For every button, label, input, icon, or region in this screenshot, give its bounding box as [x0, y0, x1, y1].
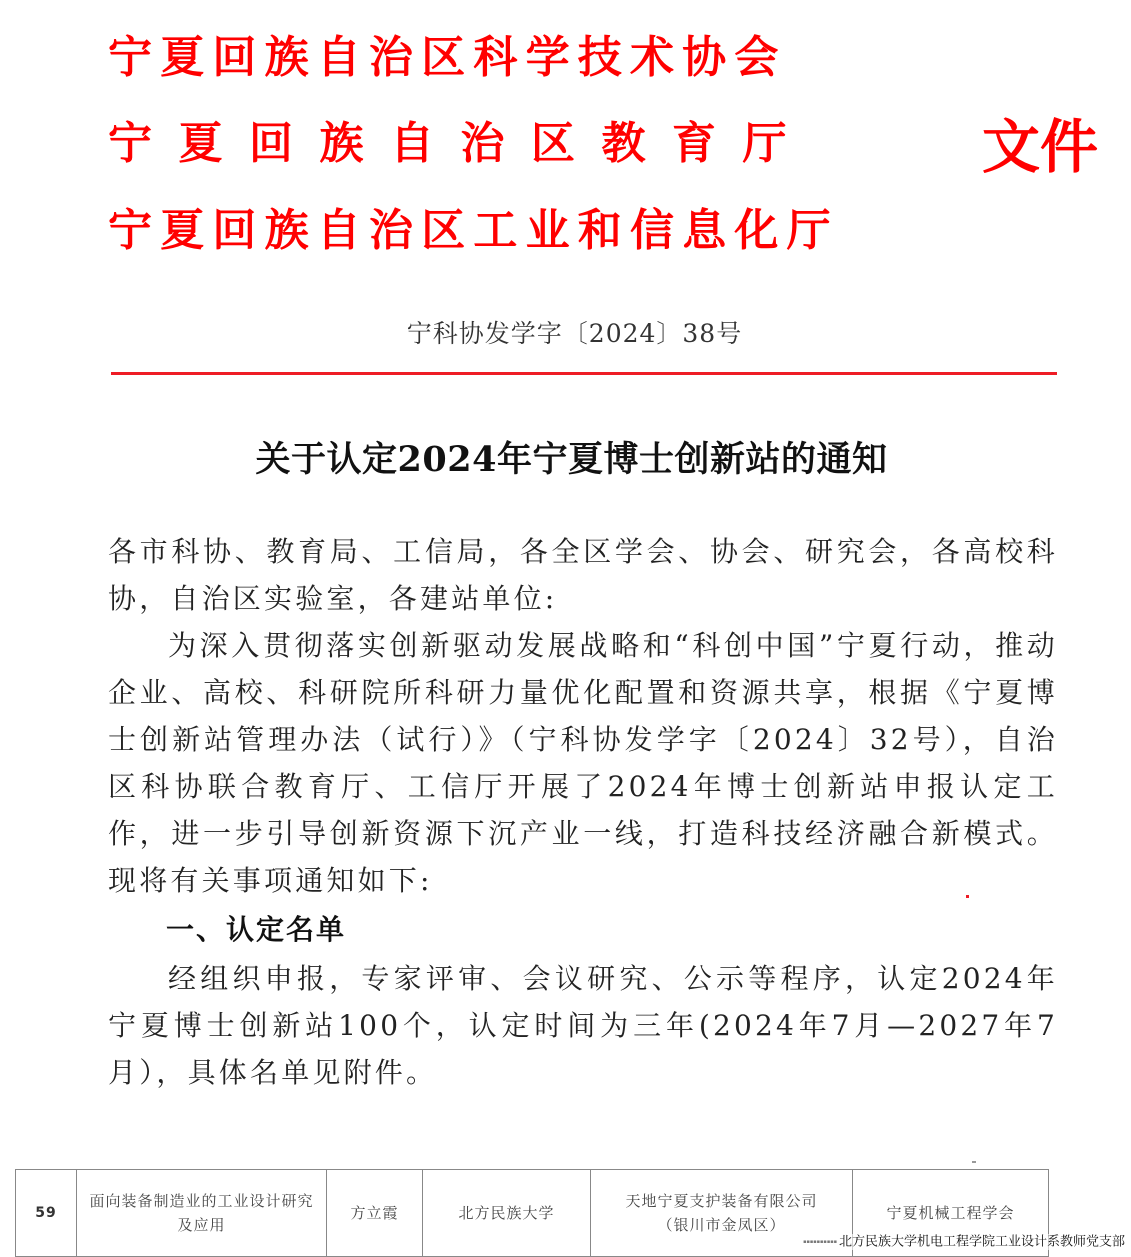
society: 宁夏机械工程学会: [853, 1170, 1049, 1257]
host-company: 天地宁夏支护装备有限公司: [625, 1192, 818, 1210]
stray-red-mark: [966, 895, 969, 898]
watermark-text: 北方民族大学机电工程学院工业设计系教师党支部: [838, 1234, 1125, 1249]
host-location: （银川市金凤区）: [657, 1216, 786, 1234]
issuer-line-education-department: 宁夏回族自治区教育厅: [108, 118, 813, 169]
document-title: 关于认定2024年宁夏博士创新站的通知: [255, 439, 888, 480]
document-number: 宁科协发学字〔2024〕38号: [406, 319, 743, 348]
issuer-line-science-association: 宁夏回族自治区科学技术协会: [108, 32, 787, 83]
project-name: 面向装备制造业的工业设计研究及应用: [77, 1170, 327, 1257]
addressees: 各市科协、教育局、工信局，各全区学会、协会、研究会，各高校科协，自治区实验室，各建站单位:: [108, 535, 1058, 615]
issuer-line-industry-department: 宁夏回族自治区工业和信息化厅: [108, 205, 839, 256]
red-divider-rule: [111, 372, 1057, 375]
row-index: 59: [16, 1170, 77, 1257]
document-type-suffix: 文件: [982, 113, 1099, 181]
lead-person: 方立霞: [327, 1170, 423, 1257]
watermark-tiny-text: ▪▪▪▪▪▪▪▪▪▪: [803, 1238, 837, 1245]
institution: 北方民族大学: [423, 1170, 591, 1257]
intro-paragraph: 为深入贯彻落实创新驱动发展战略和“科创中国”宁夏行动，推动企业、高校、科研院所科研力量优化配置和资源共享，根据《宁夏博士创新站管理办法（试行）》（宁科协发学字〔2024〕32号），自治区科协联合教育厅、工信厅开展了2024年博士创新站申报认定工作，进一步引导创新资源下沉产业一线，打造科技经济融合新模式。现将有关事项通知如下:: [108, 629, 1058, 897]
section-1-paragraph: 经组织申报，专家评审、会议研究、公示等程序，认定2024年宁夏博士创新站100个，认定时间为三年(2024年7月—2027年7月），具体名单见附件。: [108, 962, 1058, 1089]
document-body: [108, 528, 1058, 904]
scan-artifact: [972, 1161, 976, 1163]
watermark: [803, 1234, 1125, 1251]
section-1-body: [108, 955, 1058, 1096]
section-heading-recognition-list: 一、认定名单: [166, 913, 347, 946]
